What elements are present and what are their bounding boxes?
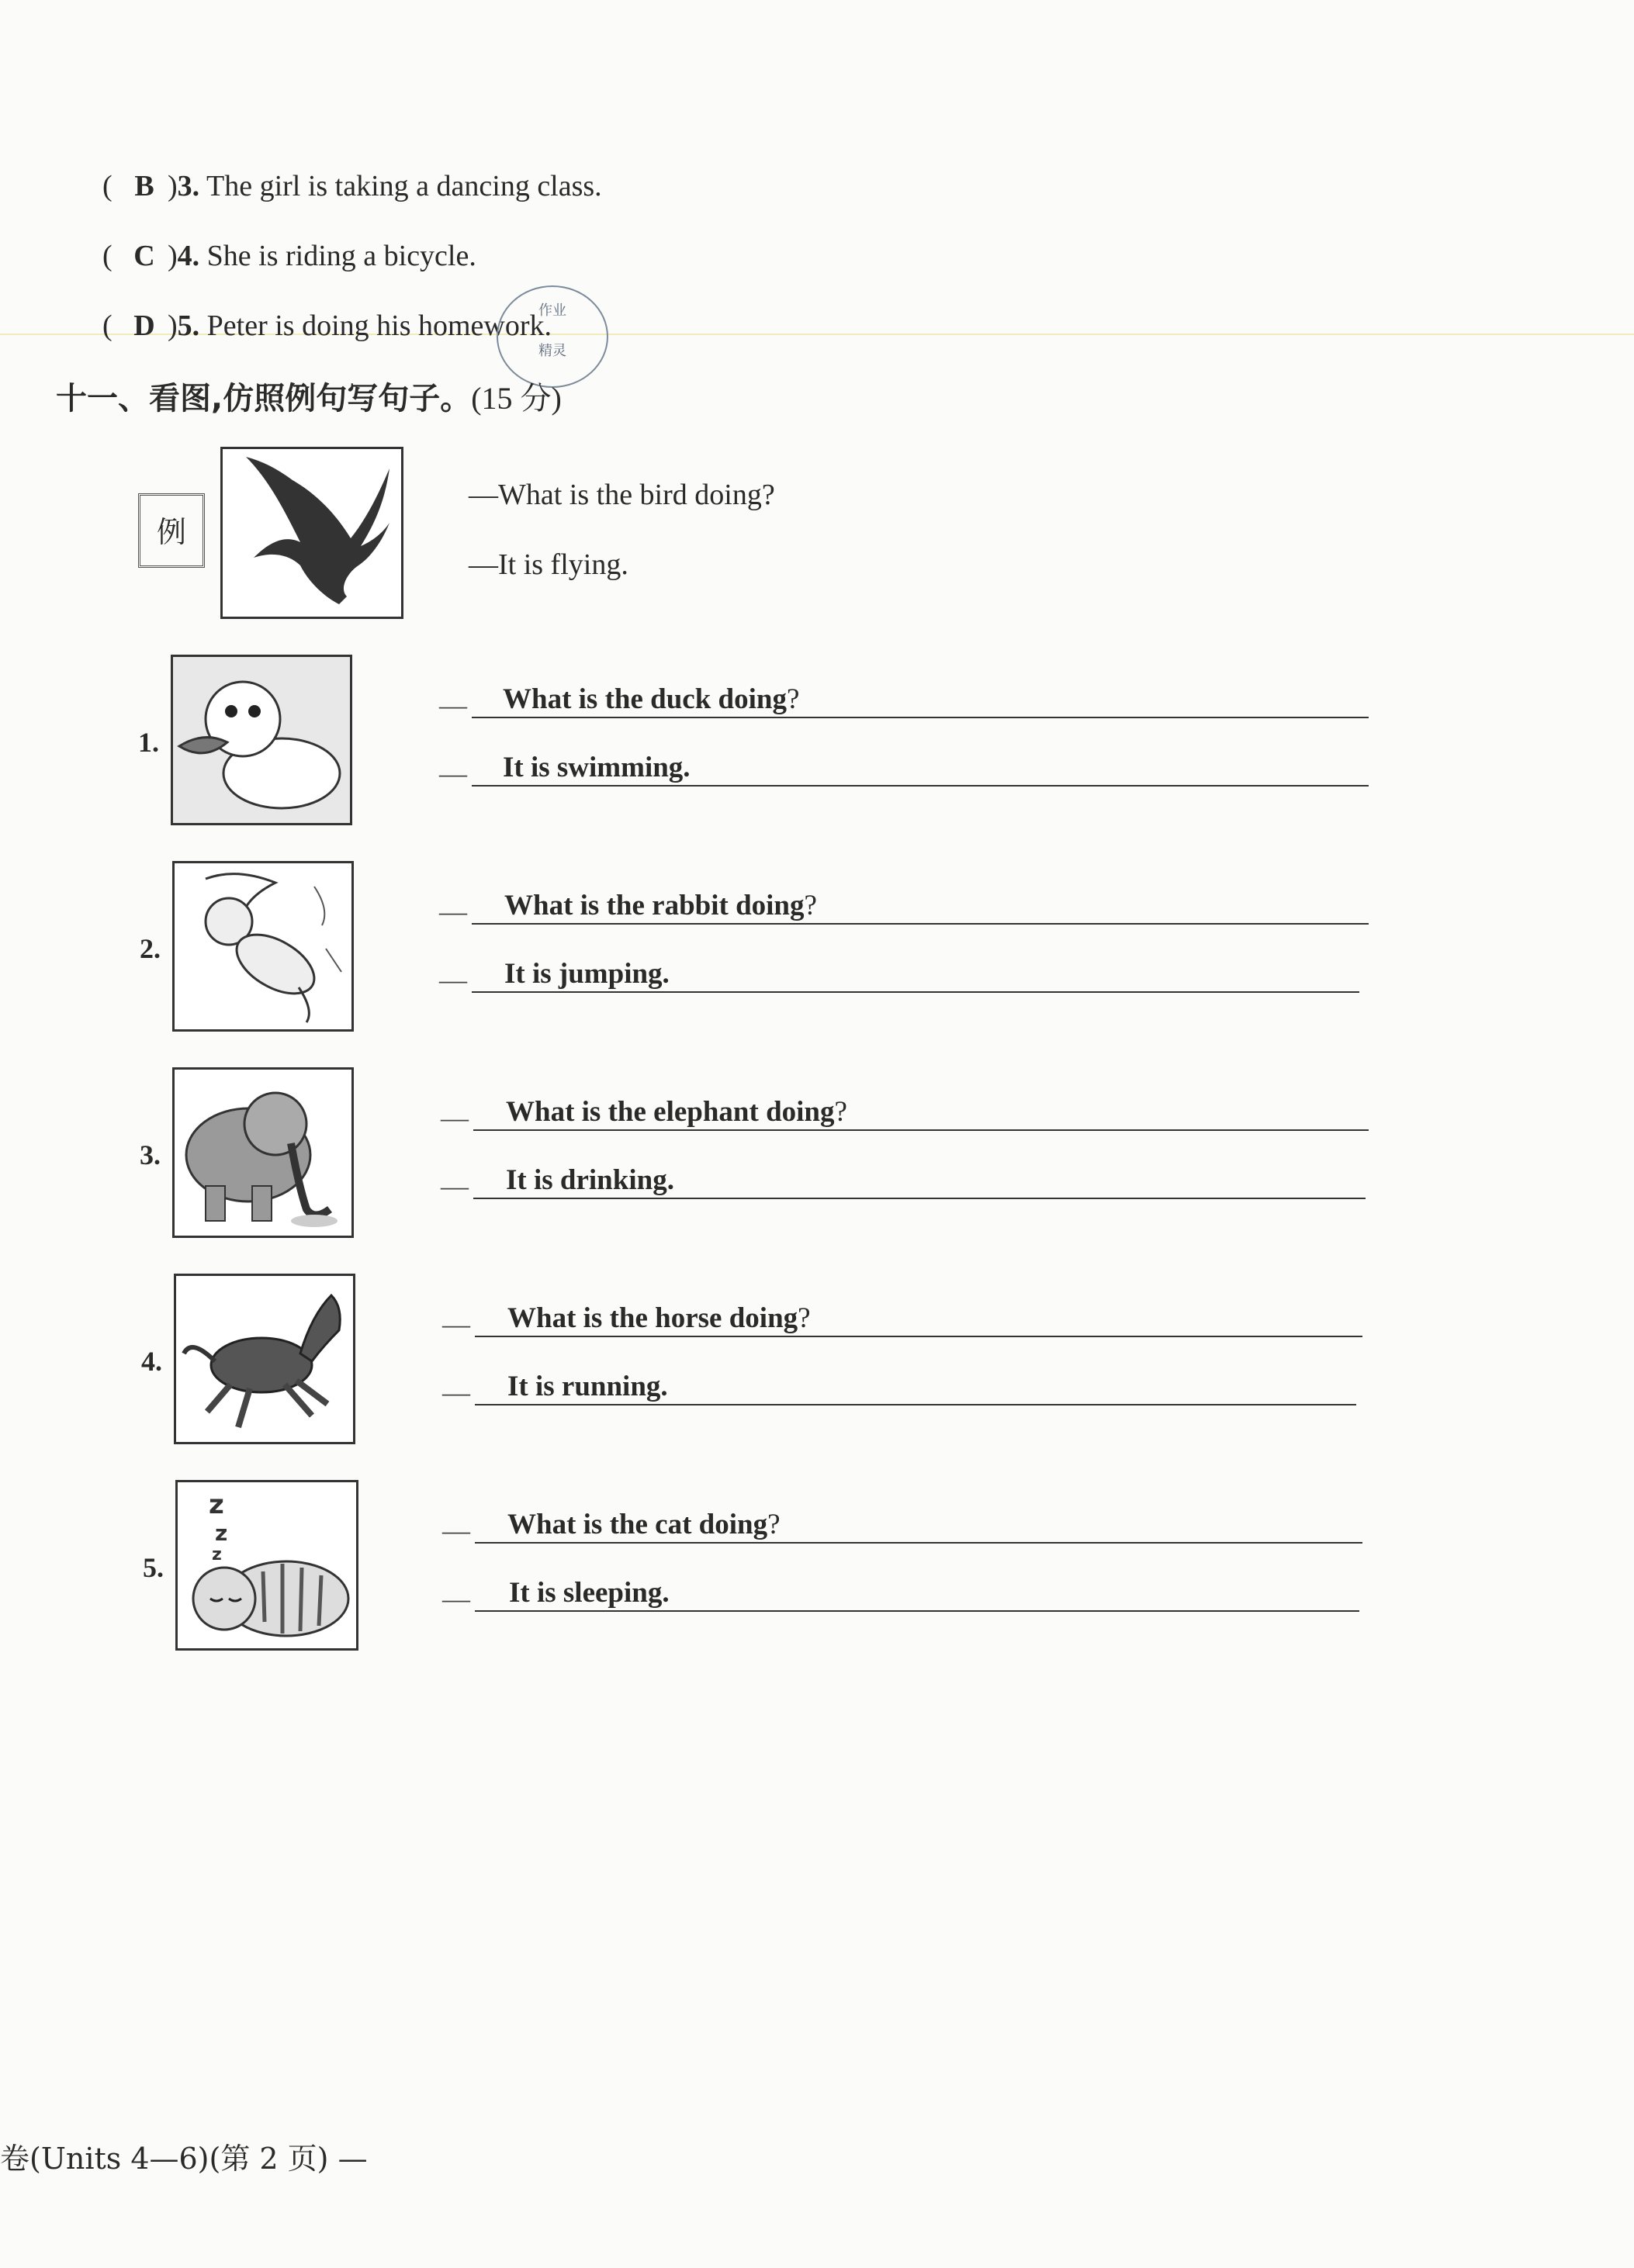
dash: — [439, 758, 467, 789]
paren-close: ) [168, 309, 178, 342]
mc-number: 4. [177, 240, 200, 272]
exercise-number: 5. [143, 1552, 164, 1583]
mc-answer: C [133, 240, 155, 272]
mc-number: 5. [177, 309, 200, 342]
mc-text: The girl is taking a dancing class. [206, 170, 602, 202]
question-mark: ? [834, 1096, 847, 1128]
paren-close: ) [168, 240, 178, 272]
question-mark: ? [804, 890, 817, 921]
answer-line-answer [472, 751, 1369, 787]
page-footer: 卷(Units 4—6)(第 2 页) — [0, 2142, 368, 2176]
section-score: (15 分) [471, 381, 562, 416]
exercise-number: 4. [141, 1346, 162, 1377]
answer-line-question [472, 683, 1369, 718]
paren-open: ( [102, 309, 113, 342]
mc-text: Peter is doing his homework. [206, 309, 552, 342]
answer-line-question [472, 889, 1369, 925]
mc-item-5 [102, 309, 552, 343]
dash: — [442, 1377, 470, 1408]
elephant-icon [172, 1067, 354, 1238]
svg-text:z: z [209, 1489, 224, 1520]
stamp-line1: 作业 [538, 303, 566, 319]
answer-text: It is jumping. [504, 958, 670, 990]
answer-text: It is running. [507, 1371, 668, 1402]
mc-text: She is riding a bicycle. [206, 240, 476, 272]
paren-open: ( [102, 170, 113, 202]
dash: — [441, 1170, 469, 1201]
answer-text: It is drinking. [506, 1164, 674, 1196]
flying-bird-icon [220, 447, 403, 619]
answer-line-question [475, 1508, 1362, 1544]
dash: — [442, 1309, 470, 1340]
dash: — [441, 1102, 469, 1133]
paren-open: ( [102, 240, 113, 272]
answer-line-question [473, 1095, 1369, 1131]
stamp-watermark [497, 285, 608, 388]
question-mark: ? [798, 1302, 811, 1334]
answer-line-answer [473, 1163, 1366, 1199]
question-text: What is the rabbit doing [504, 890, 805, 921]
section-title: 十一、看图,仿照例句写句子。 [56, 381, 472, 417]
answer-line-answer [475, 1576, 1359, 1612]
dash: — [439, 690, 467, 721]
example-question: —What is the bird doing? [469, 479, 775, 511]
sleeping-cat-icon [175, 1480, 358, 1651]
example-answer: —It is flying. [469, 548, 628, 581]
question-text: What is the duck doing [503, 683, 787, 715]
answer-text: It is swimming. [503, 752, 691, 783]
dash: — [439, 896, 467, 927]
mc-answer: B [134, 170, 154, 202]
question-mark: ? [787, 683, 800, 715]
answer-line-answer [475, 1370, 1356, 1405]
answer-line-answer [472, 957, 1359, 993]
dash: — [442, 1515, 470, 1546]
mc-number: 3. [177, 170, 200, 202]
section-heading [56, 374, 562, 418]
horse-icon [174, 1274, 355, 1444]
question-text: What is the cat doing [507, 1509, 768, 1540]
example-label: 例 [156, 515, 186, 549]
mc-item-3 [102, 169, 602, 203]
svg-text:z: z [212, 1545, 222, 1564]
answer-text: It is sleeping. [509, 1577, 670, 1609]
duck-icon [171, 655, 352, 825]
exercise-number: 2. [140, 933, 161, 964]
question-text: What is the elephant doing [506, 1096, 835, 1128]
mc-item-4 [102, 239, 476, 273]
exercise-number: 1. [138, 727, 159, 758]
stamp-line2: 精灵 [538, 343, 566, 359]
rabbit-icon [172, 861, 354, 1032]
dash: — [442, 1583, 470, 1614]
mc-answer: D [133, 309, 155, 342]
svg-text:z: z [215, 1520, 228, 1546]
example-label-box [138, 493, 205, 568]
answer-line-question [475, 1302, 1362, 1337]
exercise-number: 3. [140, 1139, 161, 1170]
question-text: What is the horse doing [507, 1302, 798, 1334]
question-mark: ? [767, 1509, 781, 1540]
dash: — [439, 964, 467, 995]
paren-close: ) [168, 170, 178, 202]
